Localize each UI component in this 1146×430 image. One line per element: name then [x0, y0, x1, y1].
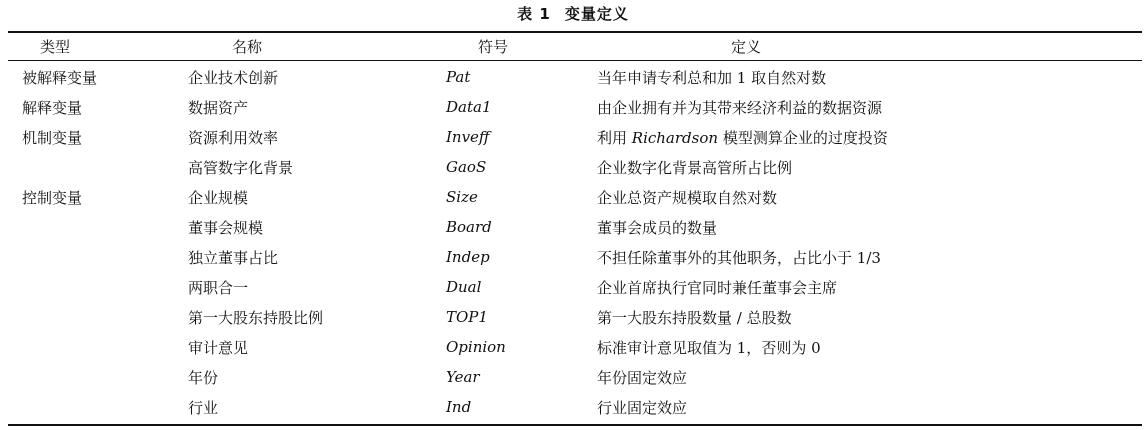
- row-type: [8, 212, 184, 242]
- row-symbol: GaoS: [446, 158, 487, 176]
- row-type: [8, 272, 184, 302]
- row-name: 第一大股东持股比例: [188, 308, 324, 327]
- row-symbol: Ind: [446, 398, 472, 416]
- row-definition: 董事会成员的数量: [597, 218, 718, 237]
- table-row: [8, 182, 1142, 212]
- row-symbol: Indep: [446, 248, 490, 266]
- row-type: [8, 362, 184, 392]
- row-name: 数据资产: [188, 98, 249, 117]
- row-definition: 企业数字化背景高管所占比例: [597, 158, 793, 177]
- row-symbol: Pat: [446, 68, 471, 86]
- row-name: 企业规模: [188, 188, 249, 207]
- row-symbol: Board: [446, 218, 492, 236]
- row-definition: 由企业拥有并为其带来经济利益的数据资源: [597, 98, 883, 117]
- row-name: 两职合一: [188, 278, 249, 297]
- table-row: [8, 212, 1142, 242]
- row-type: 控制变量: [22, 188, 83, 207]
- row-definition: 标准审计意见取值为 1，否则为 0: [597, 338, 821, 357]
- header-rule: [8, 60, 1142, 61]
- table-row: [8, 332, 1142, 362]
- table-row: [8, 392, 1142, 422]
- table-title: 变量定义: [564, 5, 629, 23]
- row-symbol: Size: [446, 188, 478, 206]
- header-row: [8, 34, 1142, 59]
- row-definition: [591, 122, 1142, 152]
- row-type: [8, 242, 184, 272]
- row-definition: 当年申请专利总和加 1 取自然对数: [597, 68, 827, 87]
- table-row: [8, 242, 1142, 272]
- row-symbol: Opinion: [446, 338, 506, 356]
- row-type: 解释变量: [22, 98, 83, 117]
- definition-pre: 利用: [597, 128, 632, 147]
- row-symbol: Data1: [446, 98, 492, 116]
- header-symbol: 符号: [478, 38, 509, 56]
- row-definition: 企业首席执行官同时兼任董事会主席: [597, 278, 838, 297]
- table-row: [8, 92, 1142, 122]
- row-definition: 不担任除董事外的其他职务，占比小于 1/3: [597, 248, 881, 267]
- row-symbol: TOP1: [446, 308, 488, 326]
- row-symbol: Year: [446, 368, 480, 386]
- table-row: [8, 62, 1142, 92]
- row-name: 行业: [188, 398, 219, 417]
- row-definition: 年份固定效应: [597, 368, 688, 387]
- table-caption: [0, 4, 1146, 24]
- table-row: [8, 272, 1142, 302]
- row-type: [8, 152, 184, 182]
- row-name: 董事会规模: [188, 218, 264, 237]
- table-row: [8, 362, 1142, 392]
- table-number: 表 1: [517, 5, 551, 23]
- header-type: 类型: [40, 38, 71, 56]
- table-row: [8, 302, 1142, 332]
- bottom-rule: [8, 424, 1142, 426]
- row-name: 审计意见: [188, 338, 249, 357]
- row-definition: 行业固定效应: [597, 398, 688, 417]
- row-name: 高管数字化背景: [188, 158, 294, 177]
- row-type: [8, 302, 184, 332]
- table-header: [8, 34, 1142, 59]
- row-type: [8, 332, 184, 362]
- header-definition: 定义: [731, 38, 762, 56]
- row-name: 年份: [188, 368, 219, 387]
- top-rule: [8, 31, 1142, 33]
- row-symbol: Inveff: [446, 128, 490, 146]
- row-type: 机制变量: [22, 128, 83, 147]
- row-name: 企业技术创新: [188, 68, 279, 87]
- row-definition: 企业总资产规模取自然对数: [597, 188, 778, 207]
- definition-post: 模型测算企业的过度投资: [718, 128, 888, 147]
- variable-table: [8, 62, 1142, 422]
- header-name: 名称: [232, 38, 263, 56]
- row-symbol: Dual: [446, 278, 482, 296]
- table-row: [8, 122, 1142, 152]
- row-type: 被解释变量: [22, 68, 98, 87]
- row-definition: 第一大股东持股数量 / 总股数: [597, 308, 792, 327]
- row-name: 独立董事占比: [188, 248, 279, 267]
- row-type: [8, 392, 184, 422]
- table-row: [8, 152, 1142, 182]
- row-name: 资源利用效率: [188, 128, 279, 147]
- definition-model-name: Richardson: [631, 128, 719, 147]
